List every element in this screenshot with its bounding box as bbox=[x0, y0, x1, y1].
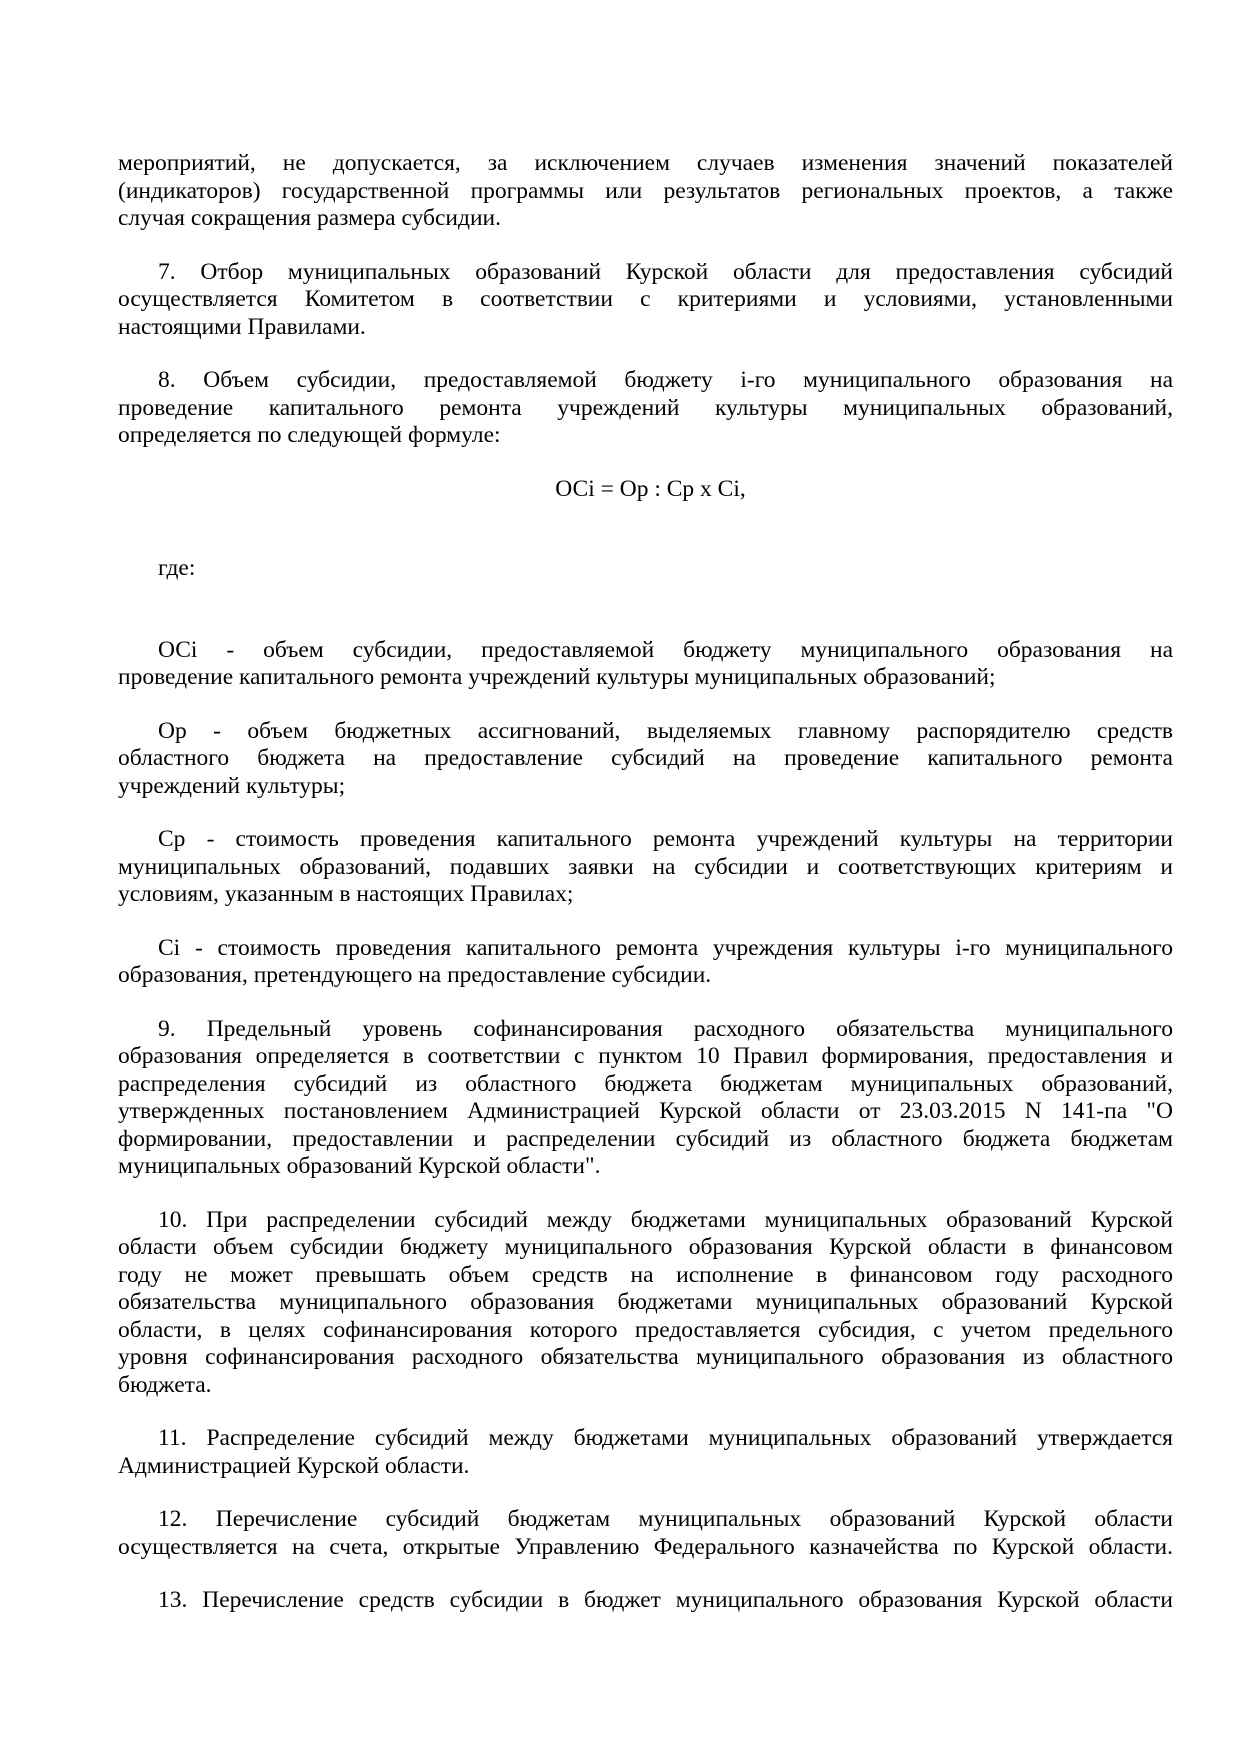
text-line: областного бюджета на предоставление субсидий на проведение капитального ремонта bbox=[118, 745, 1173, 771]
text-line: Ор - объем бюджетных ассигнований, выделяемых главному распорядителю средств bbox=[158, 717, 1173, 744]
text-line: бюджета. bbox=[118, 1371, 212, 1398]
text-line: году не может превышать объем средств на исполнение в финансовом году расходного bbox=[118, 1261, 1173, 1288]
text-line: области, в целях софинансирования которого предоставляется субсидия, с учетом предельного bbox=[118, 1316, 1173, 1343]
where-label: где: bbox=[158, 555, 196, 581]
text-line: 13. Перечисление средств субсидии в бюджет муниципального образования Курской области bbox=[158, 1587, 1173, 1613]
text-line: области объем субсидии бюджету муниципального образования Курской области в финансовом bbox=[118, 1234, 1173, 1260]
paragraph-13 bbox=[118, 1587, 1173, 1615]
text-line: 10. При распределении субсидий между бюджетами муниципальных образований Курской bbox=[158, 1206, 1173, 1233]
text-line: осуществляется на счета, открытые Управлению Федерального казначейства по Курской области. bbox=[118, 1533, 1173, 1560]
text-line: настоящими Правилами. bbox=[118, 313, 366, 340]
text-line: муниципальных образований, подавших заявки на субсидии и соответствующих критериям и bbox=[118, 853, 1173, 880]
paragraph-12 bbox=[118, 1506, 1173, 1561]
text-line: Сi - стоимость проведения капитального ремонта учреждения культуры i-го муниципального bbox=[158, 934, 1173, 961]
text-line: определяется по следующей формуле: bbox=[118, 422, 501, 448]
definition-op bbox=[118, 718, 1173, 801]
text-line: условиям, указанным в настоящих Правилах; bbox=[118, 881, 574, 907]
definition-osi bbox=[118, 637, 1173, 692]
paragraph-7 bbox=[118, 259, 1173, 342]
text-line: Ср - стоимость проведения капитального ремонта учреждений культуры на территории bbox=[158, 826, 1173, 852]
paragraph-6-continuation bbox=[118, 150, 1173, 233]
document-page bbox=[118, 150, 1173, 1641]
text-line: ОСi - объем субсидии, предоставляемой бюджету муниципального образования на bbox=[158, 636, 1173, 663]
paragraph-9 bbox=[118, 1016, 1173, 1181]
text-line: образования, претендующего на предоставление субсидии. bbox=[118, 962, 712, 988]
text-line: 11. Распределение субсидий между бюджетами муниципальных образований утверждается bbox=[158, 1425, 1173, 1451]
formula: ОСi = Ор : Ср х Сi, bbox=[555, 475, 746, 502]
text-line: обязательства муниципального образования бюджетами муниципальных образований Курской bbox=[118, 1289, 1173, 1315]
text-line: мероприятий, не допускается, за исключением случаев изменения значений показателей bbox=[118, 150, 1173, 176]
text-line: случая сокращения размера субсидии. bbox=[118, 205, 501, 231]
text-line: 8. Объем субсидии, предоставляемой бюджету i-го муниципального образования на bbox=[158, 367, 1173, 393]
text-line: проведение капитального ремонта учреждений культуры муниципальных образований; bbox=[118, 664, 996, 690]
text-line: 7. Отбор муниципальных образований Курской области для предоставления субсидий bbox=[158, 258, 1173, 285]
paragraph-10 bbox=[118, 1207, 1173, 1400]
definition-si bbox=[118, 935, 1173, 990]
text-line: 9. Предельный уровень софинансирования расходного обязательства муниципального bbox=[158, 1015, 1173, 1042]
text-line: образования определяется в соответствии с пунктом 10 Правил формирования, предоставления и bbox=[118, 1043, 1173, 1069]
paragraph-11 bbox=[118, 1425, 1173, 1480]
text-line: формировании, предоставлении и распределении субсидий из областного бюджета бюджетам bbox=[118, 1125, 1173, 1152]
text-line: уровня софинансирования расходного обязательства муниципального образования из областного bbox=[118, 1344, 1173, 1370]
text-line: муниципальных образований Курской области". bbox=[118, 1153, 601, 1179]
text-line: Администрацией Курской области. bbox=[118, 1452, 470, 1479]
text-line: осуществляется Комитетом в соответствии с критериями и условиями, установленными bbox=[118, 286, 1173, 312]
text-line: проведение капитального ремонта учреждений культуры муниципальных образований, bbox=[118, 394, 1173, 421]
text-line: 12. Перечисление субсидий бюджетам муниципальных образований Курской области bbox=[158, 1506, 1173, 1532]
text-line: учреждений культуры; bbox=[118, 772, 346, 799]
paragraph-8 bbox=[118, 367, 1173, 450]
text-line: утвержденных постановлением Администрацией Курской области от 23.03.2015 N 141-па "О bbox=[118, 1098, 1173, 1124]
text-line: распределения субсидий из областного бюджета бюджетам муниципальных образований, bbox=[118, 1070, 1173, 1097]
text-line: (индикаторов) государственной программы или результатов региональных проектов, а также bbox=[118, 177, 1173, 204]
definition-sr bbox=[118, 826, 1173, 909]
